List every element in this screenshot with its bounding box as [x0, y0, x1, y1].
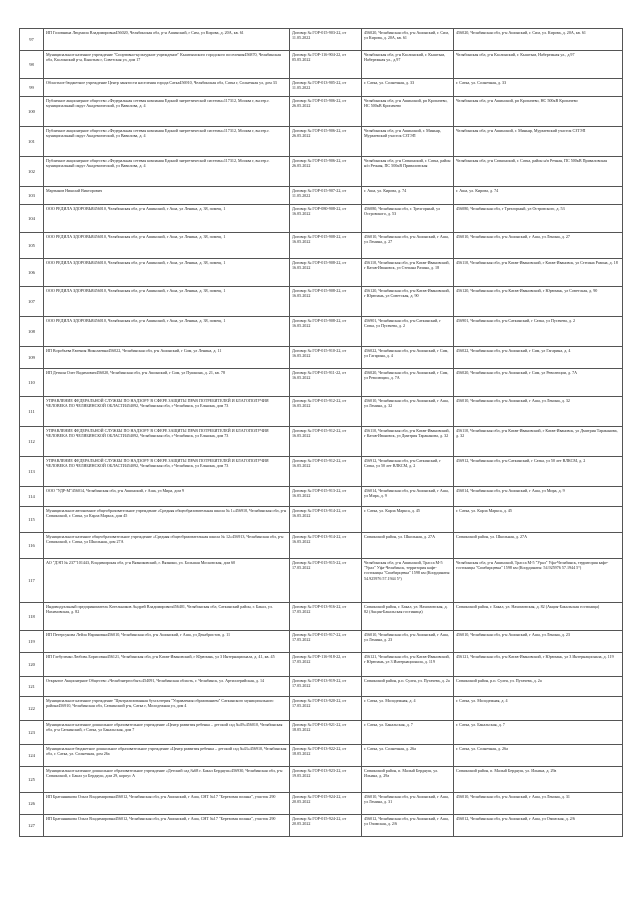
contract-cell: Договор № ГОР-013-922-22, от 18.05.2022: [290, 745, 362, 767]
row-number: 109: [20, 347, 44, 369]
contract-cell: Договор № ГОР-013-919-22, от 17.05.2022: [290, 677, 362, 697]
contract-cell: Договор № ГОР-013-921-22, от 18.05.2022: [290, 721, 362, 745]
table-row: [20, 745, 623, 767]
service-address-cell: 456020, Челябинская обл, р-н Ашинский, г Сим, ул Революции, д. 7А: [454, 369, 623, 397]
row-number: 121: [20, 677, 44, 697]
organization-cell: УПРАВЛЕНИЕ ФЕДЕРАЛЬНОЙ СЛУЖБЫ ПО НАДЗОРУ В СФЕРЕ ЗАЩИТЫ ПРАВ ПОТРЕБИТЕЛЕЙ И БЛАГОПОЛУЧИЯ ЧЕЛОВЕКА ПО ЧЕЛЯБИНСКОЙ ОБЛАСТИ454092, Челябинская обл, г Челябинск, ул Елькина, дом 73: [44, 457, 290, 487]
row-number: 118: [20, 603, 44, 631]
service-address-cell: 456022, Челябинская обл, р-н Ашинский, г Сим, ул Гагарина, д. 4: [454, 347, 623, 369]
contract-cell: Договор № ГОР-013-916-22, от 17.05.2022: [290, 603, 362, 631]
object-address-cell: 456010, Челябинская обл, р-н Ашинский, г Аша, ул Ленина, д. 32: [362, 397, 454, 427]
organization-cell: УПРАВЛЕНИЕ ФЕДЕРАЛЬНОЙ СЛУЖБЫ ПО НАДЗОРУ В СФЕРЕ ЗАЩИТЫ ПРАВ ПОТРЕБИТЕЛЕЙ И БЛАГОПОЛУЧИЯ ЧЕЛОВЕКА ПО ЧЕЛЯБИНСКОЙ ОБЛАСТИ454092, Челябинская обл, г Челябинск, ул Елькина, дом 73: [44, 427, 290, 457]
contract-cell: Договор № ГОР-015-908-22, от 16.05.2022: [290, 287, 362, 317]
organization-cell: ИП Глебуленко Любовь Борисовна456121, Челябинская обл, р-н Катав-Ивановский, г Юрюзань, ул 3 Интернационала, д. 41, кв. 45: [44, 653, 290, 677]
organization-cell: УПРАВЛЕНИЕ ФЕДЕРАЛЬНОЙ СЛУЖБЫ ПО НАДЗОРУ В СФЕРЕ ЗАЩИТЫ ПРАВ ПОТРЕБИТЕЛЕЙ И БЛАГОПОЛУЧИЯ ЧЕЛОВЕКА ПО ЧЕЛЯБИНСКОЙ ОБЛАСТИ454092, Челябинская обл, г Челябинск, ул Елькина, дом 73: [44, 397, 290, 427]
table-row: [20, 507, 623, 533]
row-number: 127: [20, 815, 44, 837]
row-number: 105: [20, 233, 44, 259]
object-address-cell: 456020, Челябинская обл, р-н Ашинский, г. Сим, ул Кирова, д. 20А, кв. 61: [362, 29, 454, 51]
object-address-cell: Челябинская обл, р-н Ашинский, г. Миньяр, Мурзаевский участок СЗТЭП: [362, 127, 454, 157]
object-address-cell: Саткинский район, г. Бакал, ул. Нахимовская, д. 82 (Акция-Бакальская гостиница): [362, 603, 454, 631]
contract-cell: Договор № ГОР-015-908-22, от 16.05.2022: [290, 233, 362, 259]
organization-cell: ИП Братанникова Ольга Владимировна456012, Челябинская обл, р-н Ашинский, г Аша, СНТ №17 "Березовая поляна", участок 290: [44, 793, 290, 815]
service-address-cell: г. Сатка, ул. Бакальская, д. 7: [454, 721, 623, 745]
contract-cell: Договор № ГОР-015-907-22, от 11.05.2022: [290, 187, 362, 205]
object-address-cell: Челябинская обл, р-н Саткинский, г. Сатка, район н/п Речная, ПС 500кВ Приваловская: [362, 157, 454, 187]
service-address-cell: 456010, Челябинская обл, р-н Ашинский, г Аша, ул Ленина, д. 32: [454, 397, 623, 427]
service-address-cell: 456901, Челябинская обл, р-н Саткинский, г Сатка, ул Пугачева, д. 2: [454, 317, 623, 347]
table-row: [20, 397, 623, 427]
service-address-cell: г. Сатка, ул. Молодежная, д. 4: [454, 697, 623, 721]
object-address-cell: г. Сатка, ул. Солнечная, д. 26а: [362, 745, 454, 767]
row-number: 113: [20, 457, 44, 487]
service-address-cell: 456010, Челябинская обл, р-н Ашинский, г Аша, ул Ленина, д. 27: [454, 233, 623, 259]
contract-cell: Договор № ГОР-013-920-22, от 17.05.2022: [290, 697, 362, 721]
object-address-cell: 456012, Челябинская обл, р-н Ашинский, г Аша, ул Озимская, д. 2/6: [362, 815, 454, 837]
row-number: 99: [20, 79, 44, 97]
service-address-cell: Саткинский район, р.п. Сулея, ул. Пугачева, д. 2а: [454, 677, 623, 697]
contract-cell: Договор № ГОР-015-906-22, от 26.05.2022: [290, 127, 362, 157]
organization-cell: ООО РЕДИЛА ЗДОРОВЬЯ456010, Челябинская обл, р-н Ашинский, г Аша, ул Ленина, д. 38, помещ. 1: [44, 205, 290, 233]
table-row: [20, 793, 623, 815]
table-row: [20, 559, 623, 603]
table-row: [20, 287, 623, 317]
object-address-cell: 456020, Челябинская обл, р-н Ашинский, г Сим, ул Революции, д. 7А: [362, 369, 454, 397]
contract-cell: Договор № ГОР-080-908-22, от 16.05.2022: [290, 205, 362, 233]
service-address-cell: Саткинский район, ул. Школьная, д. 27А: [454, 533, 623, 559]
service-address-cell: Саткинский район, п. Малый Бердяуш, ул. Ильина, д. 29а: [454, 767, 623, 793]
contract-cell: Договор № ГОР-015-903-22, от 11.05.2022: [290, 29, 362, 51]
organization-cell: Муниципальное казенное общеобразовательное учреждение «Средняя общеобразовательная школа № 12»456913, Челябинская обл, р-н Саткинский, г. Сатка, ул Школьная, дом 27А: [44, 533, 290, 559]
service-address-cell: Челябинская обл, р-н Саткинский, г. Сатка, район н/п Речная, ПС 500кВ Приваловская: [454, 157, 623, 187]
organization-cell: Муниципальное казенное дошкольное образовательное учреждение «Детский сад №68 г. Бакал Бердяуш»456930, Челябинская обл, р-н Саткинский, г. Бакал ул Бердяуш, дом 29, корпус А: [44, 767, 290, 793]
organization-cell: ООО РЕДИЛА ЗДОРОВЬЯ456010, Челябинская обл, р-н Ашинский, г Аша, ул Ленина, д. 38, помещ. 1: [44, 259, 290, 287]
object-address-cell: 456022, Челябинская обл, р-н Ашинский, г Сим, ул Гагарина, д. 4: [362, 347, 454, 369]
object-address-cell: 456901, Челябинская обл, р-н Саткинский, г Сатка, ул Пугачева, д. 2: [362, 317, 454, 347]
object-address-cell: 456120, Челябинская обл, р-н Катав-Ивановский, г Юрюзань, ул Советская, д. 90: [362, 287, 454, 317]
row-number: 116: [20, 533, 44, 559]
table-row: [20, 487, 623, 507]
table-row: [20, 157, 623, 187]
table-row: [20, 187, 623, 205]
row-number: 97: [20, 29, 44, 51]
contract-cell: Договор № ГОР-015-924-22, от 20.05.2022: [290, 793, 362, 815]
contract-cell: Договор № ГОР-015-915-22, от 17.05.2022: [290, 559, 362, 603]
contract-cell: Договор № ГОР-015-906-22, от 26.05.2022: [290, 157, 362, 187]
service-address-cell: Челябинская обл, р-н Каслинский, г. Кыштым, Набережная ул., д.97: [454, 51, 623, 79]
object-address-cell: г. Сатка, ул. Карла Маркса, д. 45: [362, 507, 454, 533]
organization-cell: Муниципальное казенное учреждение "Спортивно-культурное учреждение" Кыштымского городского поселения456870, Челябинская обл, Каслинский р-н, Кыштым г, Советская ул, дом 17: [44, 51, 290, 79]
row-number: 115: [20, 507, 44, 533]
row-number: 112: [20, 427, 44, 457]
table-row: [20, 603, 623, 631]
table-row: [20, 29, 623, 51]
object-address-cell: 456110, Челябинская обл, р-н Катав-Ивановский, г Катав-Ивановск, ул Степана Разина, д. 18: [362, 259, 454, 287]
table-row: [20, 697, 623, 721]
contract-cell: Договор № ГОР-015-908-22, от 16.05.2022: [290, 259, 362, 287]
object-address-cell: Челябинская обл, р-н Каслинский, г. Кыштым, Набережная ул., д.97: [362, 51, 454, 79]
table-row: [20, 127, 623, 157]
object-address-cell: 456110, Челябинская обл, р-н Катав-Ивановский, г Катав-Ивановск, ул Дмитрия Тараканова, д. 32: [362, 427, 454, 457]
object-address-cell: 456080, Челябинская обл, г. Трехгорный, ул Островского, д. 53: [362, 205, 454, 233]
table-row: [20, 653, 623, 677]
row-number: 104: [20, 205, 44, 233]
contract-cell: Договор № ГОР-015-908-22, от 16.05.2022: [290, 317, 362, 347]
service-address-cell: 456010, Челябинская обл, р-н Ашинский, г Аша, ул Ленина, д. 23: [454, 631, 623, 653]
object-address-cell: г. Сатка, ул. Молодежная, д. 4: [362, 697, 454, 721]
contract-cell: Договор № ГОР-116-904-22, от 05.05.2022: [290, 51, 362, 79]
contract-cell: Договор № ГОР-015-913-22, от 16.05.2022: [290, 487, 362, 507]
object-address-cell: Саткинский район, п. Малый Бердяуш, ул. Ильина, д. 29а: [362, 767, 454, 793]
table-row: [20, 51, 623, 79]
row-number: 101: [20, 127, 44, 157]
object-address-cell: 456010, Челябинская обл, р-н Ашинский, г Аша, ул Ленина, д. 27: [362, 233, 454, 259]
row-number: 123: [20, 721, 44, 745]
object-address-cell: г. Сатка, ул. Солнечная, д. 33: [362, 79, 454, 97]
object-address-cell: 456010, Челябинская обл, р-н Ашинский, г Аша, ул Ленина, д. 23: [362, 631, 454, 653]
object-address-cell: Челябинская обл, р-н Ашинский, рп Кропачево, НС 500кВ Кропачево: [362, 97, 454, 127]
contract-cell: Договор № ГОР-015-912-22, от 16.05.2022: [290, 457, 362, 487]
organization-cell: Муниципальное автономное общеобразовательное учреждение «Средняя общеобразовательная школа № 1»456910, Челябинская обл, р-н Саткинский, г. Сатка, ул Карла Маркса, дом 45: [44, 507, 290, 533]
service-address-cell: г. Сатка, ул. Солнечная, д. 26а: [454, 745, 623, 767]
organization-cell: ООО РЕДИЛА ЗДОРОВЬЯ456010, Челябинская обл, р-н Ашинский, г Аша, ул Ленина, д. 38, помещ. 1: [44, 317, 290, 347]
table-row: [20, 97, 623, 127]
organization-cell: Публичное акционерное общество «Федеральная сетевая компания Единой энергетической системы»117312, Москва г, вн.тер.г. муниципальный округ Академический, ул Вавилова, д. 4: [44, 127, 290, 157]
table-row: [20, 767, 623, 793]
service-address-cell: 456020, Челябинская обл, р-н Ашинский, г. Сим, ул. Кирова, д. 20А, кв. 61: [454, 29, 623, 51]
organization-cell: Мартынов Николай Викторович: [44, 187, 290, 205]
row-number: 100: [20, 97, 44, 127]
organization-cell: Индивидуальный предприниматель Котельников Андрей Владимирович456401, Челябинская обл, Саткинский район, г. Бакал, ул. Нахимовская, д. 82: [44, 603, 290, 631]
object-address-cell: г. Аша, ул. Кирова, д. 74: [362, 187, 454, 205]
row-number: 98: [20, 51, 44, 79]
organization-cell: Открытое Акционерное Общество «Челябэнергосбыт»454091, Челябинская область, г. Челябинск, ул. Артиллерийская, д. 14: [44, 677, 290, 697]
table-row: [20, 233, 623, 259]
organization-cell: ИП Воробьева Евгения Николаевна456022, Челябинская обл, р-н Ашинский, г Сим, ул Ленина, д. 11: [44, 347, 290, 369]
registry-table-body: [20, 29, 623, 837]
registry-table: [19, 28, 623, 837]
organization-cell: АО "ДЭП № 237"101443, Владимирская обл, р-н Вязниковский, г. Вязники, ул. Большая Московская, дом 60: [44, 559, 290, 603]
row-number: 126: [20, 793, 44, 815]
table-row: [20, 427, 623, 457]
contract-cell: Договор № ГОР-013-905-22, от 11.05.2022: [290, 79, 362, 97]
table-row: [20, 369, 623, 397]
contract-cell: Договор № ГОР-015-912-22, от 16.05.2022: [290, 397, 362, 427]
service-address-cell: 456121, Челябинская обл, р-н Катав-Ивановский, г Юрюзань, ул 3 Интернационала, д. 119: [454, 653, 623, 677]
contract-cell: Договор № ГОР-013-914-22, от 16.05.2022: [290, 533, 362, 559]
service-address-cell: 456120, Челябинская обл, р-н Катав-Ивановский, г Юрюзань, ул Советская, д. 90: [454, 287, 623, 317]
table-row: [20, 631, 623, 653]
row-number: 122: [20, 697, 44, 721]
table-row: [20, 259, 623, 287]
service-address-cell: 456014, Челябинская обл, р-н Ашинский, г Аша, ул Мира, д. 9: [454, 487, 623, 507]
object-address-cell: 456912, Челябинская обл, р-н Саткинский, г Сатка, ул 50 лет ВЛКСМ, д. 2: [362, 457, 454, 487]
row-number: 110: [20, 369, 44, 397]
table-row: [20, 677, 623, 697]
organization-cell: Муниципальное казенное дошкольное образовательное учреждение «Центр развития ребенка – детский сад №49»456010, Челябинская обл, р-н Саткинский, г Сатка, ул Бакальская, дом 7: [44, 721, 290, 745]
row-number: 102: [20, 157, 44, 187]
service-address-cell: 456110, Челябинская обл, р-н Катав-Ивановский, г Катав-Ивановск, ул Дмитрия Тараканова, д. 32: [454, 427, 623, 457]
row-number: 119: [20, 631, 44, 653]
row-number: 124: [20, 745, 44, 767]
object-address-cell: 456014, Челябинская обл, р-н Ашинский, г Аша, ул Мира, д. 9: [362, 487, 454, 507]
service-address-cell: Саткинский район, г. Бакал, ул. Нахимовская, д. 82 (Акция-Бакальская гостиница): [454, 603, 623, 631]
row-number: 106: [20, 259, 44, 287]
contract-cell: Договор № ГОР-015-924-22, от 20.05.2022: [290, 815, 362, 837]
contract-cell: Договор № ГОР-116-918-22, от 17.05.2022: [290, 653, 362, 677]
row-number: 111: [20, 397, 44, 427]
row-number: 125: [20, 767, 44, 793]
service-address-cell: 456010, Челябинская обл, р-н Ашинский, г Аша, ул Ленина, д. 31: [454, 793, 623, 815]
row-number: 103: [20, 187, 44, 205]
contract-cell: Договор № ГОР-015-910-22, от 16.05.2022: [290, 347, 362, 369]
object-address-cell: 456121, Челябинская обл, р-н Катав-Ивановский, г Юрюзань, ул 3 Интернационала, д. 119: [362, 653, 454, 677]
service-address-cell: 456110, Челябинская обл, р-н Катав-Ивановский, г Катав-Ивановск, ул Степана Разина, д. 18: [454, 259, 623, 287]
row-number: 108: [20, 317, 44, 347]
organization-cell: ИП Братанникова Ольга Владимировна456012, Челябинская обл, р-н Ашинский, г Аша, СНТ №17 "Березовая поляна", участок 290: [44, 815, 290, 837]
organization-cell: ООО "УДР-М"456014, Челябинская обл, р-н Ашинский, г Аша, ул Мира, дом 9: [44, 487, 290, 507]
row-number: 107: [20, 287, 44, 317]
table-row: [20, 79, 623, 97]
table-row: [20, 533, 623, 559]
contract-cell: Договор № ГОР-013-923-22, от 19.05.2022: [290, 767, 362, 793]
service-address-cell: Челябинская обл, р-н Ашинский, рп Кропачево, НС 500кВ Кропачево: [454, 97, 623, 127]
service-address-cell: 456912, Челябинская обл, р-н Саткинский, г Сатка, ул 50 лет ВЛКСМ, д. 2: [454, 457, 623, 487]
object-address-cell: г. Сатка, ул. Бакальская, д. 7: [362, 721, 454, 745]
table-row: [20, 205, 623, 233]
organization-cell: Публичное акционерное общество «Федеральная сетевая компания Единой энергетической системы»117312, Москва г, вн.тер.г. муниципальный округ Академический, ул Вавилова, д. 4: [44, 97, 290, 127]
table-row: [20, 721, 623, 745]
contract-cell: Договор № ГОР-015-911-22, от 16.05.2022: [290, 369, 362, 397]
organization-cell: ИП Деткин Олег Вадимович456020, Челябинская обл, р-н Ашинский, г Сим, ул Пушкина, д. 21, кв. 78: [44, 369, 290, 397]
contract-cell: Договор № ГОР-015-917-22, от 17.05.2022: [290, 631, 362, 653]
service-address-cell: г. Аша, ул. Кирова, д. 74: [454, 187, 623, 205]
organization-cell: Муниципальное бюджетное дошкольное образовательное учреждение «Центр развития ребенка – детский сад №43»456910, Челябинская обл, г. Сатка, ул. Солнечная, дом 26а: [44, 745, 290, 767]
object-address-cell: 456010, Челябинская обл, р-н Ашинский, г Аша, ул Ленина, д. 31: [362, 793, 454, 815]
service-address-cell: г. Сатка, ул. Карла Маркса, д. 45: [454, 507, 623, 533]
object-address-cell: Челябинская обл, р-н Ашинский, Трасса М-5 "Урал" Уфа-Челябинск, территория кафе-гостиницы "Симбирцевка" 1598 км (Координаты: 54.925976 57.1944 5°): [362, 559, 454, 603]
organization-cell: ИП Головнина Людмила Владимировна456020, Челябинская обл, р-н Ашинский, г Сим, ул Кирова, д. 20А, кв. 61: [44, 29, 290, 51]
table-row: [20, 457, 623, 487]
service-address-cell: Челябинская обл, р-н Ашинский, Трасса М-5 "Урал" Уфа-Челябинск, территория кафе-гостиницы "Симбирцевка" 1598 км (Координаты: 54.925976 57.1944 5°): [454, 559, 623, 603]
service-address-cell: 456080, Челябинская обл, г Трехгорный, ул Островского, д. 53: [454, 205, 623, 233]
service-address-cell: 456012, Челябинская обл, р-н Ашинский, г Аша, ул Озимская, д. 2/6: [454, 815, 623, 837]
object-address-cell: Саткинский район, р.п. Сулея, ул. Пугачева, д. 2а: [362, 677, 454, 697]
row-number: 120: [20, 653, 44, 677]
organization-cell: Областное бюджетное учреждение Центр занятости населения города Сатка456910, Челябинская обл, Сатка г, Солнечная ул, дом 33: [44, 79, 290, 97]
service-address-cell: Челябинская обл, р-н Ашинский, г. Миньяр, Мурзаевский участок СЗТЭП: [454, 127, 623, 157]
table-row: [20, 815, 623, 837]
table-row: [20, 347, 623, 369]
contract-cell: Договор № ГОР-015-906-22, от 26.05.2022: [290, 97, 362, 127]
table-row: [20, 317, 623, 347]
row-number: 114: [20, 487, 44, 507]
contract-cell: Договор № ГОР-015-912-22, от 16.05.2022: [290, 427, 362, 457]
organization-cell: Муниципальное казенное учреждение "Централизованная бухгалтерия "Управления образованием" Саткинского муниципального района456910, Челябинская обл, Саткинский р-н, Сатка г, Молодежная ул, дом 4: [44, 697, 290, 721]
organization-cell: ООО РЕДИЛА ЗДОРОВЬЯ456010, Челябинская обл, р-н Ашинский, г Аша, ул Ленина, д. 38, помещ. 1: [44, 287, 290, 317]
contract-cell: Договор № ГОР-013-914-22, от 16.05.2022: [290, 507, 362, 533]
service-address-cell: г. Сатка, ул. Солнечная, д. 33: [454, 79, 623, 97]
organization-cell: Публичное акционерное общество «Федеральная сетевая компания Единой энергетической системы»117312, Москва г, вн.тер.г. муниципальный округ Академический, ул Вавилова, д. 4: [44, 157, 290, 187]
organization-cell: ИП Петерсунова Лейла Нариновна456010, Челябинская обл, р-н Ашинский, г Аша, ул Декабристов, д. 11: [44, 631, 290, 653]
object-address-cell: Саткинский район, ул. Школьная, д. 27А: [362, 533, 454, 559]
row-number: 117: [20, 559, 44, 603]
organization-cell: ООО РЕДИЛА ЗДОРОВЬЯ456010, Челябинская обл, р-н Ашинский, г Аша, ул Ленина, д. 38, помещ. 1: [44, 233, 290, 259]
